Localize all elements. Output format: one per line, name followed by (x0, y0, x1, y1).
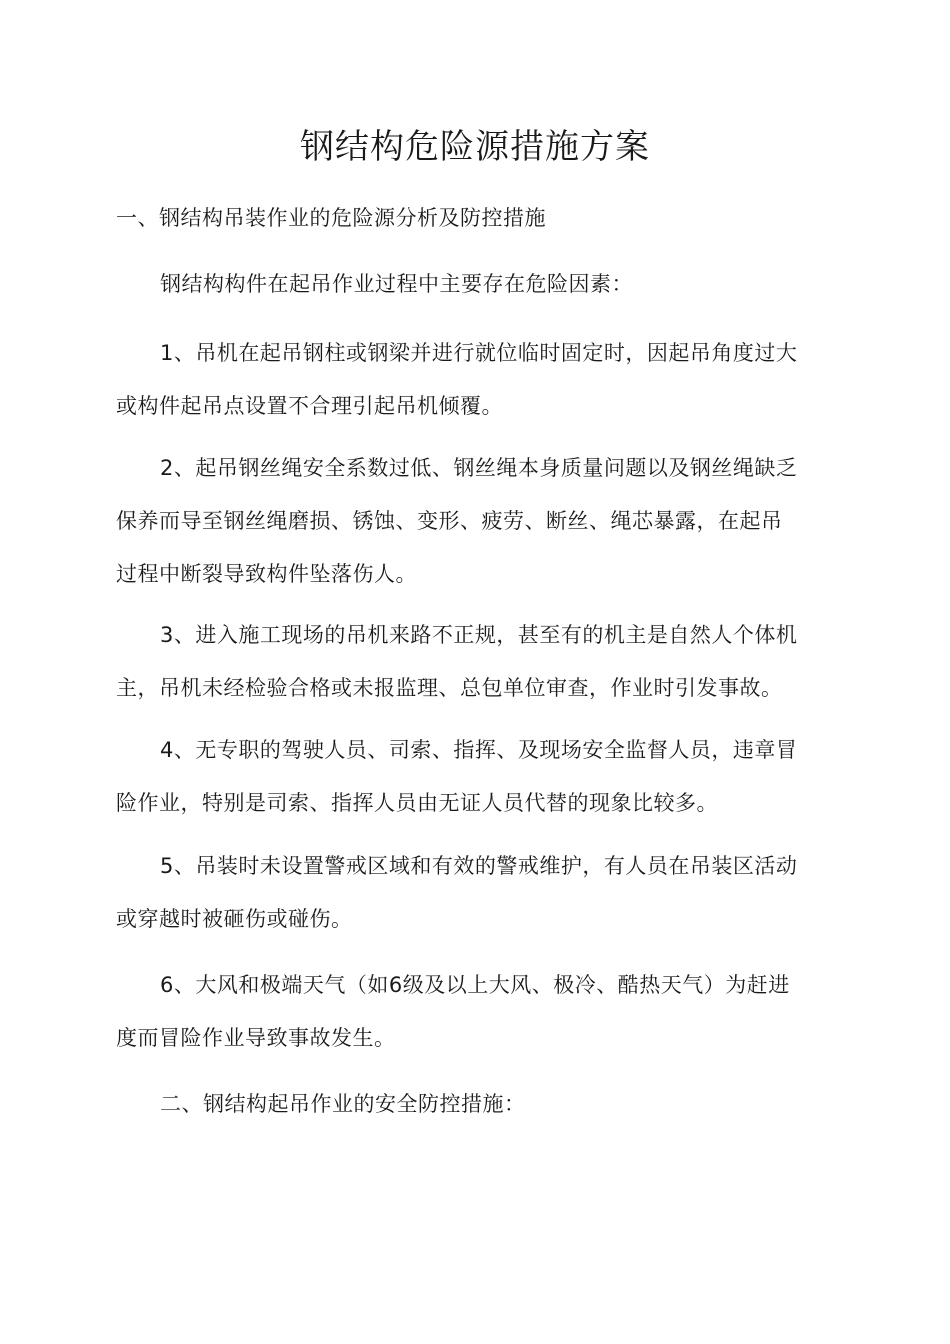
item-5-paragraph (116, 840, 824, 946)
document-title: 钢结构危险源措施方案 (300, 127, 650, 167)
item-6-line-1: 6、大风和极端天气（如6级及以上大风、极冷、酷热天气）为赶进 (160, 973, 790, 997)
item-6-paragraph (116, 959, 824, 1065)
section-heading-2 (116, 1078, 824, 1131)
item-2-line-3: 过程中断裂导致构件坠落伤人。 (116, 562, 417, 586)
section-heading-1 (116, 192, 824, 245)
item-1-paragraph (116, 327, 824, 433)
section-heading-2-text: 二、钢结构起吊作业的安全防控措施： (160, 1092, 526, 1116)
item-2-paragraph (116, 442, 824, 601)
item-4-line-2: 险作业，特别是司索、指挥人员由无证人员代替的现象比较多。 (116, 791, 718, 815)
intro-text: 钢结构构件在起吊作业过程中主要存在危险因素： (160, 272, 633, 296)
intro-paragraph (116, 258, 824, 311)
item-1-line-1: 1、吊机在起吊钢柱或钢梁并进行就位临时固定时，因起吊角度过大 (160, 341, 798, 365)
item-3-line-2: 主，吊机未经检验合格或未报监理、总包单位审查，作业时引发事故。 (116, 676, 783, 700)
item-2-line-1: 2、起吊钢丝绳安全系数过低、钢丝绳本身质量问题以及钢丝绳缺乏 (160, 456, 798, 480)
item-2-line-2: 保养而导至钢丝绳磨损、锈蚀、变形、疲劳、断丝、绳芯暴露，在起吊 (116, 509, 783, 533)
item-5-line-1: 5、吊装时未设置警戒区域和有效的警戒维护，有人员在吊装区活动 (160, 854, 798, 878)
item-5-line-2: 或穿越时被砸伤或碰伤。 (116, 907, 353, 931)
item-1-line-2: 或构件起吊点设置不合理引起吊机倾覆。 (116, 394, 503, 418)
item-4-paragraph (116, 724, 824, 830)
item-3-line-1: 3、进入施工现场的吊机来路不正规，甚至有的机主是自然人个体机 (160, 623, 798, 647)
item-3-paragraph (116, 609, 824, 715)
item-6-line-2: 度而冒险作业导致事故发生。 (116, 1026, 396, 1050)
section-heading-1-text: 一、钢结构吊装作业的危险源分析及防控措施 (116, 206, 546, 230)
item-4-line-1: 4、无专职的驾驶人员、司索、指挥、及现场安全监督人员，违章冒 (160, 738, 798, 762)
